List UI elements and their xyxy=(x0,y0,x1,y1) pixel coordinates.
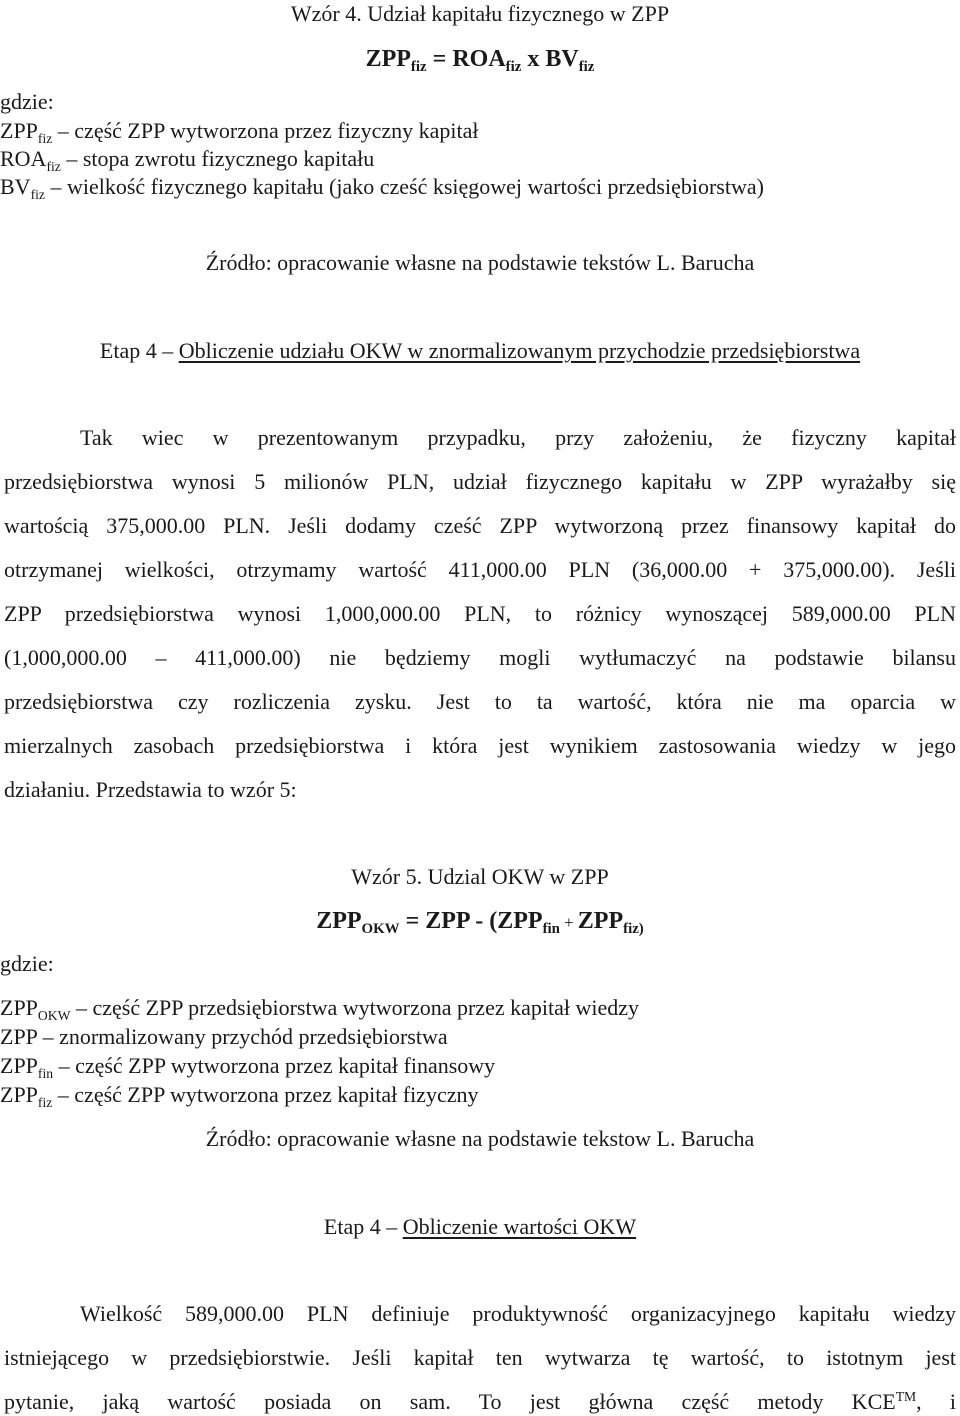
para2-line: istniejącego w przedsiębiorstwie. Jeśli kapitał ten wytwarza tę wartość, to istotnym jest xyxy=(4,1345,956,1370)
para1-line: działaniu. Przedstawia to wzór 5: xyxy=(4,777,297,802)
formula5-def-zpp-fiz: $ZPP_{fiz}$ – część ZPP wytworzona przez kapitał fizyczny xyxy=(0,1082,479,1110)
para1-line: (1,000,000.00 – 411,000.00) nie będziemy mogli wytłumaczyć na podstawie bilansu xyxy=(4,645,956,670)
stage4b-heading: Etap 4 – Obliczenie wartości OKW xyxy=(323,1214,637,1239)
para2-line: pytanie, jaką wartość posiada on sam. To jest główna część metody KCE™, i xyxy=(4,1388,956,1414)
formula4-title: Wzór 4. Udział kapitału fizycznego w ZPP xyxy=(290,1,670,26)
para1-line: wartością 375,000.00 PLN. Jeśli dodamy cześć ZPP wytworzoną przez finansowy kapitał do xyxy=(4,513,956,538)
formula4-def-roa-fiz: $ROA_{fiz}$ – stopa zwrotu fizycznego kapitału xyxy=(0,146,375,174)
para1-line: otrzymanej wielkości, otrzymamy wartość 411,000.00 PLN (36,000.00 + 375,000.00). Jeśli xyxy=(4,557,956,582)
formula4-source: Źródło: opracowanie własne na podstawie tekstów L. Barucha xyxy=(205,250,755,275)
formula4-def-bv-fiz: $BV_{fiz}$ – wielkość fizycznego kapitału (jako cześć księgowej wartości przedsiębiorstwa) xyxy=(0,174,764,202)
para2-line: Wielkość 589,000.00 PLN definiuje produktywność organizacyjnego kapitału wiedzy xyxy=(80,1301,956,1326)
formula5-title: Wzór 5. Udzial OKW w ZPP xyxy=(351,864,609,889)
stage4a-heading: Etap 4 – Obliczenie udziału OKW w znormalizowanym przychodzie przedsiębiorstwa xyxy=(99,338,861,363)
para1-line: Tak wiec w prezentowanym przypadku, przy założeniu, że fizyczny kapitał xyxy=(80,425,956,450)
para1-line: przedsiębiorstwa wynosi 5 milionów PLN, udział fizycznego kapitału w ZPP wyrażałby się xyxy=(4,469,956,494)
para1-line: ZPP przedsiębiorstwa wynosi 1,000,000.00 PLN, to różnicy wynoszącej 589,000.00 PLN xyxy=(4,601,956,626)
formula4-def-zpp-fiz: $ZPP_{fiz}$ – część ZPP wytworzona przez fizyczny kapitał xyxy=(0,118,479,146)
para1-line: przedsiębiorstwa czy rozliczenia zysku. Jest to ta wartość, która nie ma oparcia w xyxy=(4,689,956,714)
formula4-where-label: gdzie: xyxy=(0,89,54,114)
formula5-equation: $ZPP_{OKW}$ = ZPP - ($ZPP_{fin} + ZPP_{fiz)}$ xyxy=(316,908,644,938)
formula5-def-zpp-okw: $ZPP_{OKW}$ – część ZPP przedsiębiorstwa wytworzona przez kapitał wiedzy xyxy=(0,995,639,1023)
para1-line: mierzalnych zasobach przedsiębiorstwa i która jest wynikiem zastosowania wiedzy w jego xyxy=(4,733,956,758)
formula5-where-label: gdzie: xyxy=(0,951,54,976)
formula5-def-zpp-fin: $ZPP_{fin}$ – część ZPP wytworzona przez kapitał finansowy xyxy=(0,1053,496,1081)
formula4-equation: $ZPP_{fiz} = ROA_{fiz}$ x $BV_{fiz}$ xyxy=(365,46,595,76)
formula5-source: Źródło: opracowanie własne na podstawie tekstow L. Barucha xyxy=(205,1126,755,1151)
formula5-def-zpp: ZPP – znormalizowany przychód przedsiębiorstwa xyxy=(0,1024,448,1049)
